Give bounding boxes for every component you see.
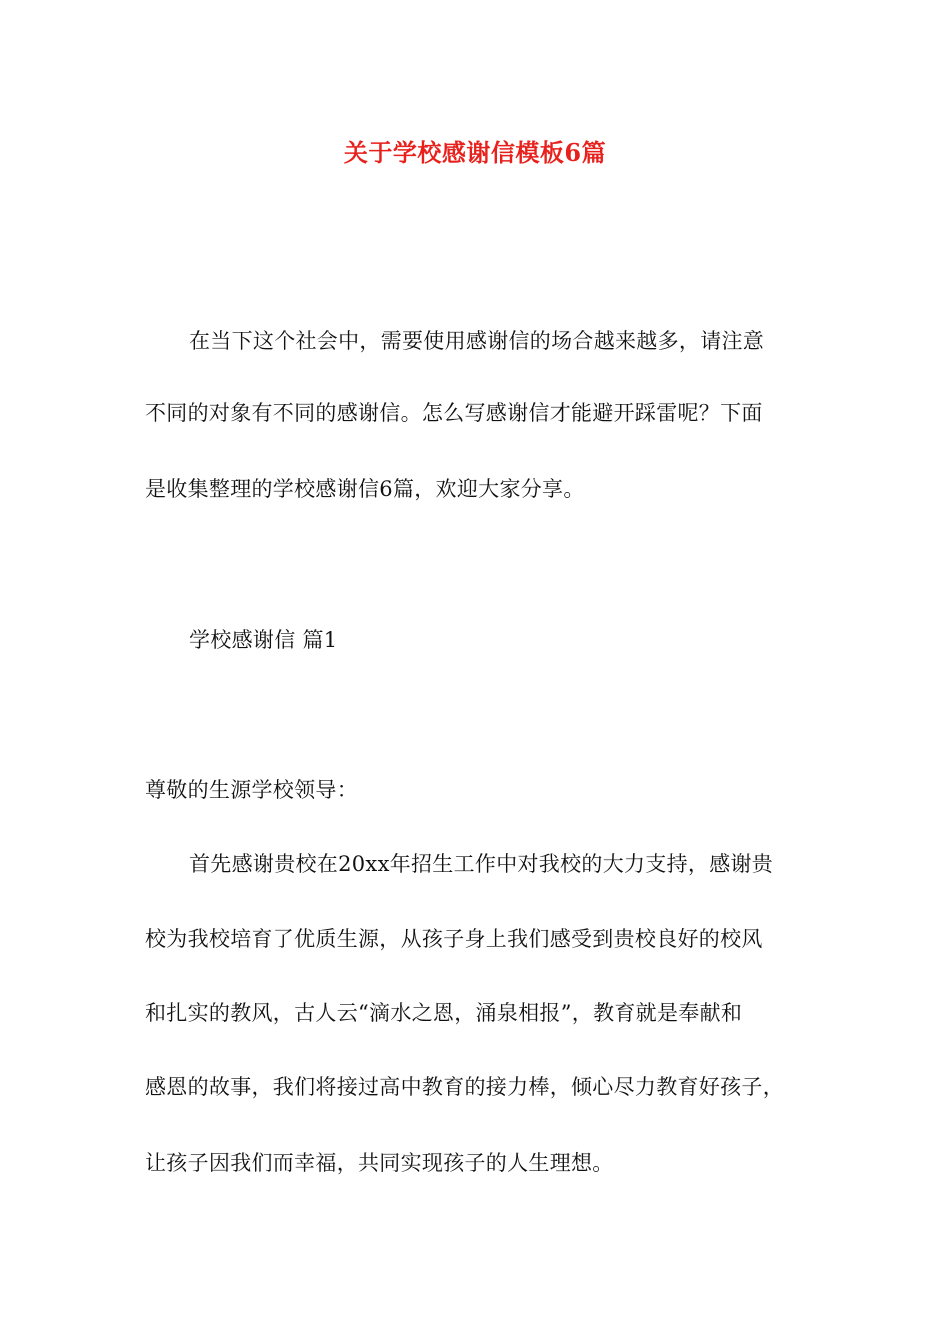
intro-line-2: 不同的对象有不同的感谢信。怎么写感谢信才能避开踩雷呢？下面 xyxy=(145,401,763,425)
body-line-5: 让孩子因我们而幸福，共同实现孩子的人生理想。 xyxy=(145,1151,614,1175)
body-line-3: 和扎实的教风，古人云“滴水之恩，涌泉相报”，教育就是奉献和 xyxy=(145,1001,743,1025)
body-line-1: 首先感谢贵校在20xx年招生工作中对我校的大力支持，感谢贵 xyxy=(189,852,774,876)
body-line-4: 感恩的故事，我们将接过高中教育的接力棒，倾心尽力教育好孩子， xyxy=(145,1075,784,1099)
document-title: 关于学校感谢信模板6篇 xyxy=(343,138,607,167)
intro-line-3: 是收集整理的学校感谢信6篇，欢迎大家分享。 xyxy=(145,477,585,501)
intro-line-1: 在当下这个社会中，需要使用感谢信的场合越来越多，请注意 xyxy=(189,329,765,353)
section-heading: 学校感谢信 篇1 xyxy=(189,628,338,652)
salutation: 尊敬的生源学校领导： xyxy=(145,778,358,802)
body-line-2: 校为我校培育了优质生源，从孩子身上我们感受到贵校良好的校风 xyxy=(145,927,763,951)
